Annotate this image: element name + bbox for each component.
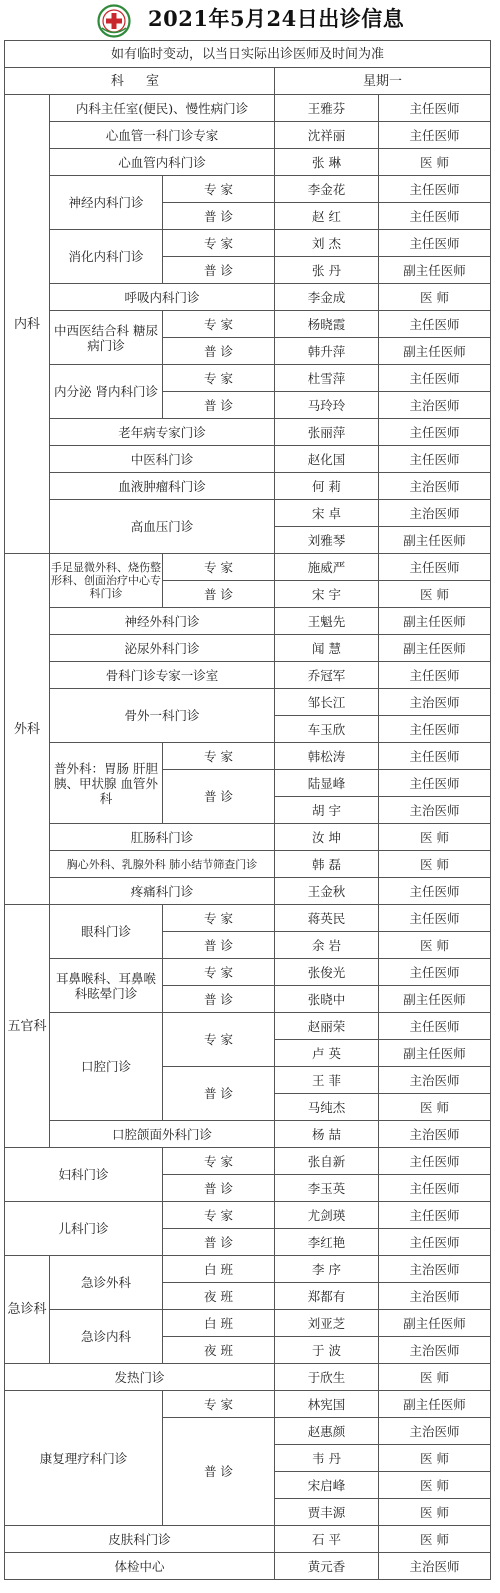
dept-name: 神经内科门诊 xyxy=(50,176,163,230)
doctor-title: 主任医师 xyxy=(379,122,491,149)
doctor-title: 副主任医师 xyxy=(379,1040,491,1067)
dept-name: 骨外一科门诊 xyxy=(50,689,275,743)
visit-type: 专 家 xyxy=(163,1202,275,1229)
doctor-name: 邹长江 xyxy=(275,689,379,716)
doctor-title: 主任医师 xyxy=(379,1229,491,1256)
doctor-title: 主任医师 xyxy=(379,1148,491,1175)
doctor-title: 医 师 xyxy=(379,824,491,851)
visit-type: 普 诊 xyxy=(163,770,275,824)
doctor-title: 主治医师 xyxy=(379,797,491,824)
doctor-name: 于 波 xyxy=(275,1337,379,1364)
dept-name: 眼科门诊 xyxy=(50,905,163,959)
visit-type: 普 诊 xyxy=(163,1418,275,1526)
dept-name: 高血压门诊 xyxy=(50,500,275,554)
visit-type: 普 诊 xyxy=(163,581,275,608)
dept-name: 骨科门诊专家一诊室 xyxy=(50,662,275,689)
dept-name: 肛肠科门诊 xyxy=(50,824,275,851)
doctor-title: 主治医师 xyxy=(379,473,491,500)
visit-type: 专 家 xyxy=(163,743,275,770)
dept-name: 中医科门诊 xyxy=(50,446,275,473)
doctor-title: 主治医师 xyxy=(379,1121,491,1148)
doctor-name: 张俊光 xyxy=(275,959,379,986)
doctor-title: 医 师 xyxy=(379,1472,491,1499)
doctor-name: 张晓中 xyxy=(275,986,379,1013)
doctor-title: 主治医师 xyxy=(379,1337,491,1364)
doctor-name: 施威严 xyxy=(275,554,379,581)
doctor-title: 主治医师 xyxy=(379,1256,491,1283)
dept-name: 急诊外科 xyxy=(50,1256,163,1310)
doctor-title: 主任医师 xyxy=(379,446,491,473)
shift-type: 夜 班 xyxy=(163,1283,275,1310)
doctor-name: 马纯杰 xyxy=(275,1094,379,1121)
dept-name: 耳鼻喉科、耳鼻喉 科眩晕门诊 xyxy=(50,959,163,1013)
doctor-title: 医 师 xyxy=(379,1094,491,1121)
visit-type: 普 诊 xyxy=(163,986,275,1013)
doctor-name: 王魁先 xyxy=(275,608,379,635)
visit-type: 专 家 xyxy=(163,176,275,203)
doctor-title: 副主任医师 xyxy=(379,338,491,365)
doctor-name: 沈祥丽 xyxy=(275,122,379,149)
doctor-name: 林宪国 xyxy=(275,1391,379,1418)
doctor-name: 赵化国 xyxy=(275,446,379,473)
visit-type: 专 家 xyxy=(163,230,275,257)
doctor-name: 张自新 xyxy=(275,1148,379,1175)
doctor-title: 医 师 xyxy=(379,1526,491,1553)
notice: 如有临时变动，以当日实际出诊医师及时间为准 xyxy=(5,41,491,68)
doctor-title: 主任医师 xyxy=(379,419,491,446)
dept-name: 急诊内科 xyxy=(50,1310,163,1364)
doctor-name: 何 莉 xyxy=(275,473,379,500)
doctor-title: 主任医师 xyxy=(379,311,491,338)
category-wuguan: 五官科 xyxy=(5,905,50,1148)
doctor-name: 赵丽荣 xyxy=(275,1013,379,1040)
visit-type: 专 家 xyxy=(163,905,275,932)
dept-name: 体检中心 xyxy=(5,1553,275,1580)
dept-name: 康复理疗科门诊 xyxy=(5,1391,163,1526)
page-title: 2021年5月24日出诊信息 xyxy=(148,6,405,31)
doctor-title: 主任医师 xyxy=(379,1202,491,1229)
dept-name: 口腔门诊 xyxy=(50,1013,163,1121)
doctor-name: 张 丹 xyxy=(275,257,379,284)
visit-type: 专 家 xyxy=(163,959,275,986)
doctor-title: 医 师 xyxy=(379,1499,491,1526)
doctor-name: 石 平 xyxy=(275,1526,379,1553)
doctor-name: 乔冠军 xyxy=(275,662,379,689)
doctor-title: 主任医师 xyxy=(379,959,491,986)
dept-name: 口腔颌面外科门诊 xyxy=(50,1121,275,1148)
dept-name: 老年病专家门诊 xyxy=(50,419,275,446)
dept-name: 中西医结合科 糖尿病门诊 xyxy=(50,311,163,365)
doctor-name: 李玉英 xyxy=(275,1175,379,1202)
column-header-day: 星期一 xyxy=(275,68,491,95)
visit-type: 普 诊 xyxy=(163,932,275,959)
doctor-title: 主任医师 xyxy=(379,554,491,581)
doctor-name: 刘 杰 xyxy=(275,230,379,257)
dept-name: 手足显微外科、烧伤整形科、创面治疗中心专科门诊 xyxy=(50,554,163,608)
dept-name: 内科主任室(便民)、慢性病门诊 xyxy=(50,95,275,122)
doctor-name: 张丽萍 xyxy=(275,419,379,446)
shift-type: 白 班 xyxy=(163,1310,275,1337)
doctor-title: 副主任医师 xyxy=(379,527,491,554)
visit-type: 普 诊 xyxy=(163,1175,275,1202)
doctor-title: 副主任医师 xyxy=(379,986,491,1013)
visit-type: 普 诊 xyxy=(163,1067,275,1121)
doctor-title: 主治医师 xyxy=(379,1553,491,1580)
doctor-name: 宋 卓 xyxy=(275,500,379,527)
doctor-name: 卢 英 xyxy=(275,1040,379,1067)
doctor-title: 主任医师 xyxy=(379,878,491,905)
dept-name: 心血管内科门诊 xyxy=(50,149,275,176)
doctor-name: 尤剑瑛 xyxy=(275,1202,379,1229)
doctor-title: 主任医师 xyxy=(379,95,491,122)
doctor-name: 汝 坤 xyxy=(275,824,379,851)
dept-name: 普外科：胃肠 肝胆胰、甲状腺 血管外科 xyxy=(50,743,163,824)
shift-type: 夜 班 xyxy=(163,1337,275,1364)
visit-type: 普 诊 xyxy=(163,1229,275,1256)
category-neike: 内科 xyxy=(5,95,50,554)
visit-type: 普 诊 xyxy=(163,257,275,284)
doctor-name: 胡 宇 xyxy=(275,797,379,824)
visit-type: 专 家 xyxy=(163,1013,275,1067)
visit-type: 专 家 xyxy=(163,365,275,392)
doctor-title: 主任医师 xyxy=(379,716,491,743)
category-waike: 外科 xyxy=(5,554,50,905)
doctor-title: 医 师 xyxy=(379,932,491,959)
dept-name: 儿科门诊 xyxy=(5,1202,163,1256)
doctor-name: 马玲玲 xyxy=(275,392,379,419)
doctor-title: 医 师 xyxy=(379,1445,491,1472)
dept-name: 胸心外科、乳腺外科 肺小结节筛查门诊 xyxy=(50,851,275,878)
doctor-name: 韦 丹 xyxy=(275,1445,379,1472)
doctor-name: 于欣生 xyxy=(275,1364,379,1391)
dept-name: 泌尿外科门诊 xyxy=(50,635,275,662)
doctor-title: 主任医师 xyxy=(379,365,491,392)
doctor-title: 医 师 xyxy=(379,851,491,878)
doctor-name: 宋 宇 xyxy=(275,581,379,608)
doctor-name: 李红艳 xyxy=(275,1229,379,1256)
doctor-name: 李金成 xyxy=(275,284,379,311)
doctor-name: 黄元香 xyxy=(275,1553,379,1580)
dept-name: 血液肿瘤科门诊 xyxy=(50,473,275,500)
dept-name: 心血管一科门诊专家 xyxy=(50,122,275,149)
doctor-name: 余 岩 xyxy=(275,932,379,959)
doctor-name: 王金秋 xyxy=(275,878,379,905)
doctor-title: 主任医师 xyxy=(379,1013,491,1040)
doctor-name: 赵 红 xyxy=(275,203,379,230)
doctor-name: 闻 慧 xyxy=(275,635,379,662)
hospital-emblem-icon xyxy=(97,4,131,38)
shift-type: 白 班 xyxy=(163,1256,275,1283)
doctor-title: 主任医师 xyxy=(379,662,491,689)
category-jizhen: 急诊科 xyxy=(5,1256,50,1364)
visit-type: 专 家 xyxy=(163,311,275,338)
doctor-title: 主治医师 xyxy=(379,1418,491,1445)
visit-type: 专 家 xyxy=(163,1391,275,1418)
doctor-name: 贾丰源 xyxy=(275,1499,379,1526)
doctor-title: 副主任医师 xyxy=(379,1391,491,1418)
doctor-title: 医 师 xyxy=(379,149,491,176)
doctor-name: 郑都有 xyxy=(275,1283,379,1310)
doctor-title: 副主任医师 xyxy=(379,635,491,662)
header xyxy=(0,0,500,40)
doctor-title: 主任医师 xyxy=(379,203,491,230)
column-header-dept: 科 室 xyxy=(5,68,275,95)
doctor-title: 医 师 xyxy=(379,581,491,608)
doctor-title: 主任医师 xyxy=(379,770,491,797)
doctor-title: 副主任医师 xyxy=(379,608,491,635)
doctor-title: 主任医师 xyxy=(379,1175,491,1202)
visit-type: 专 家 xyxy=(163,554,275,581)
doctor-name: 车玉欣 xyxy=(275,716,379,743)
dept-name: 内分泌 肾内科门诊 xyxy=(50,365,163,419)
doctor-name: 韩 磊 xyxy=(275,851,379,878)
doctor-title: 医 师 xyxy=(379,284,491,311)
dept-name: 发热门诊 xyxy=(5,1364,275,1391)
doctor-title: 医 师 xyxy=(379,1364,491,1391)
doctor-name: 杨 喆 xyxy=(275,1121,379,1148)
doctor-name: 宋启峰 xyxy=(275,1472,379,1499)
doctor-name: 蒋英民 xyxy=(275,905,379,932)
dept-name: 消化内科门诊 xyxy=(50,230,163,284)
doctor-title: 主任医师 xyxy=(379,905,491,932)
doctor-title: 主治医师 xyxy=(379,392,491,419)
doctor-name: 赵惠颜 xyxy=(275,1418,379,1445)
visit-type: 专 家 xyxy=(163,1148,275,1175)
visit-type: 普 诊 xyxy=(163,203,275,230)
doctor-name: 杨晓霞 xyxy=(275,311,379,338)
doctor-name: 刘雅琴 xyxy=(275,527,379,554)
dept-name: 皮肤科门诊 xyxy=(5,1526,275,1553)
doctor-name: 陆显峰 xyxy=(275,770,379,797)
dept-name: 神经外科门诊 xyxy=(50,608,275,635)
doctor-title: 副主任医师 xyxy=(379,257,491,284)
doctor-name: 韩升萍 xyxy=(275,338,379,365)
doctor-title: 主治医师 xyxy=(379,1067,491,1094)
doctor-name: 李金花 xyxy=(275,176,379,203)
doctor-title: 主治医师 xyxy=(379,1283,491,1310)
doctor-title: 主任医师 xyxy=(379,743,491,770)
doctor-title: 副主任医师 xyxy=(379,1310,491,1337)
doctor-title: 主治医师 xyxy=(379,500,491,527)
dept-name: 妇科门诊 xyxy=(5,1148,163,1202)
dept-name: 呼吸内科门诊 xyxy=(50,284,275,311)
visit-type: 普 诊 xyxy=(163,338,275,365)
dept-name: 疼痛科门诊 xyxy=(50,878,275,905)
visit-type: 普 诊 xyxy=(163,392,275,419)
doctor-name: 韩松涛 xyxy=(275,743,379,770)
doctor-title: 主治医师 xyxy=(379,689,491,716)
doctor-name: 刘亚芝 xyxy=(275,1310,379,1337)
doctor-name: 杜雪萍 xyxy=(275,365,379,392)
doctor-name: 王雅芬 xyxy=(275,95,379,122)
doctor-title: 主任医师 xyxy=(379,230,491,257)
doctor-name: 张 琳 xyxy=(275,149,379,176)
doctor-title: 主任医师 xyxy=(379,176,491,203)
doctor-name: 王 菲 xyxy=(275,1067,379,1094)
schedule-table xyxy=(4,40,491,1580)
doctor-name: 李 序 xyxy=(275,1256,379,1283)
